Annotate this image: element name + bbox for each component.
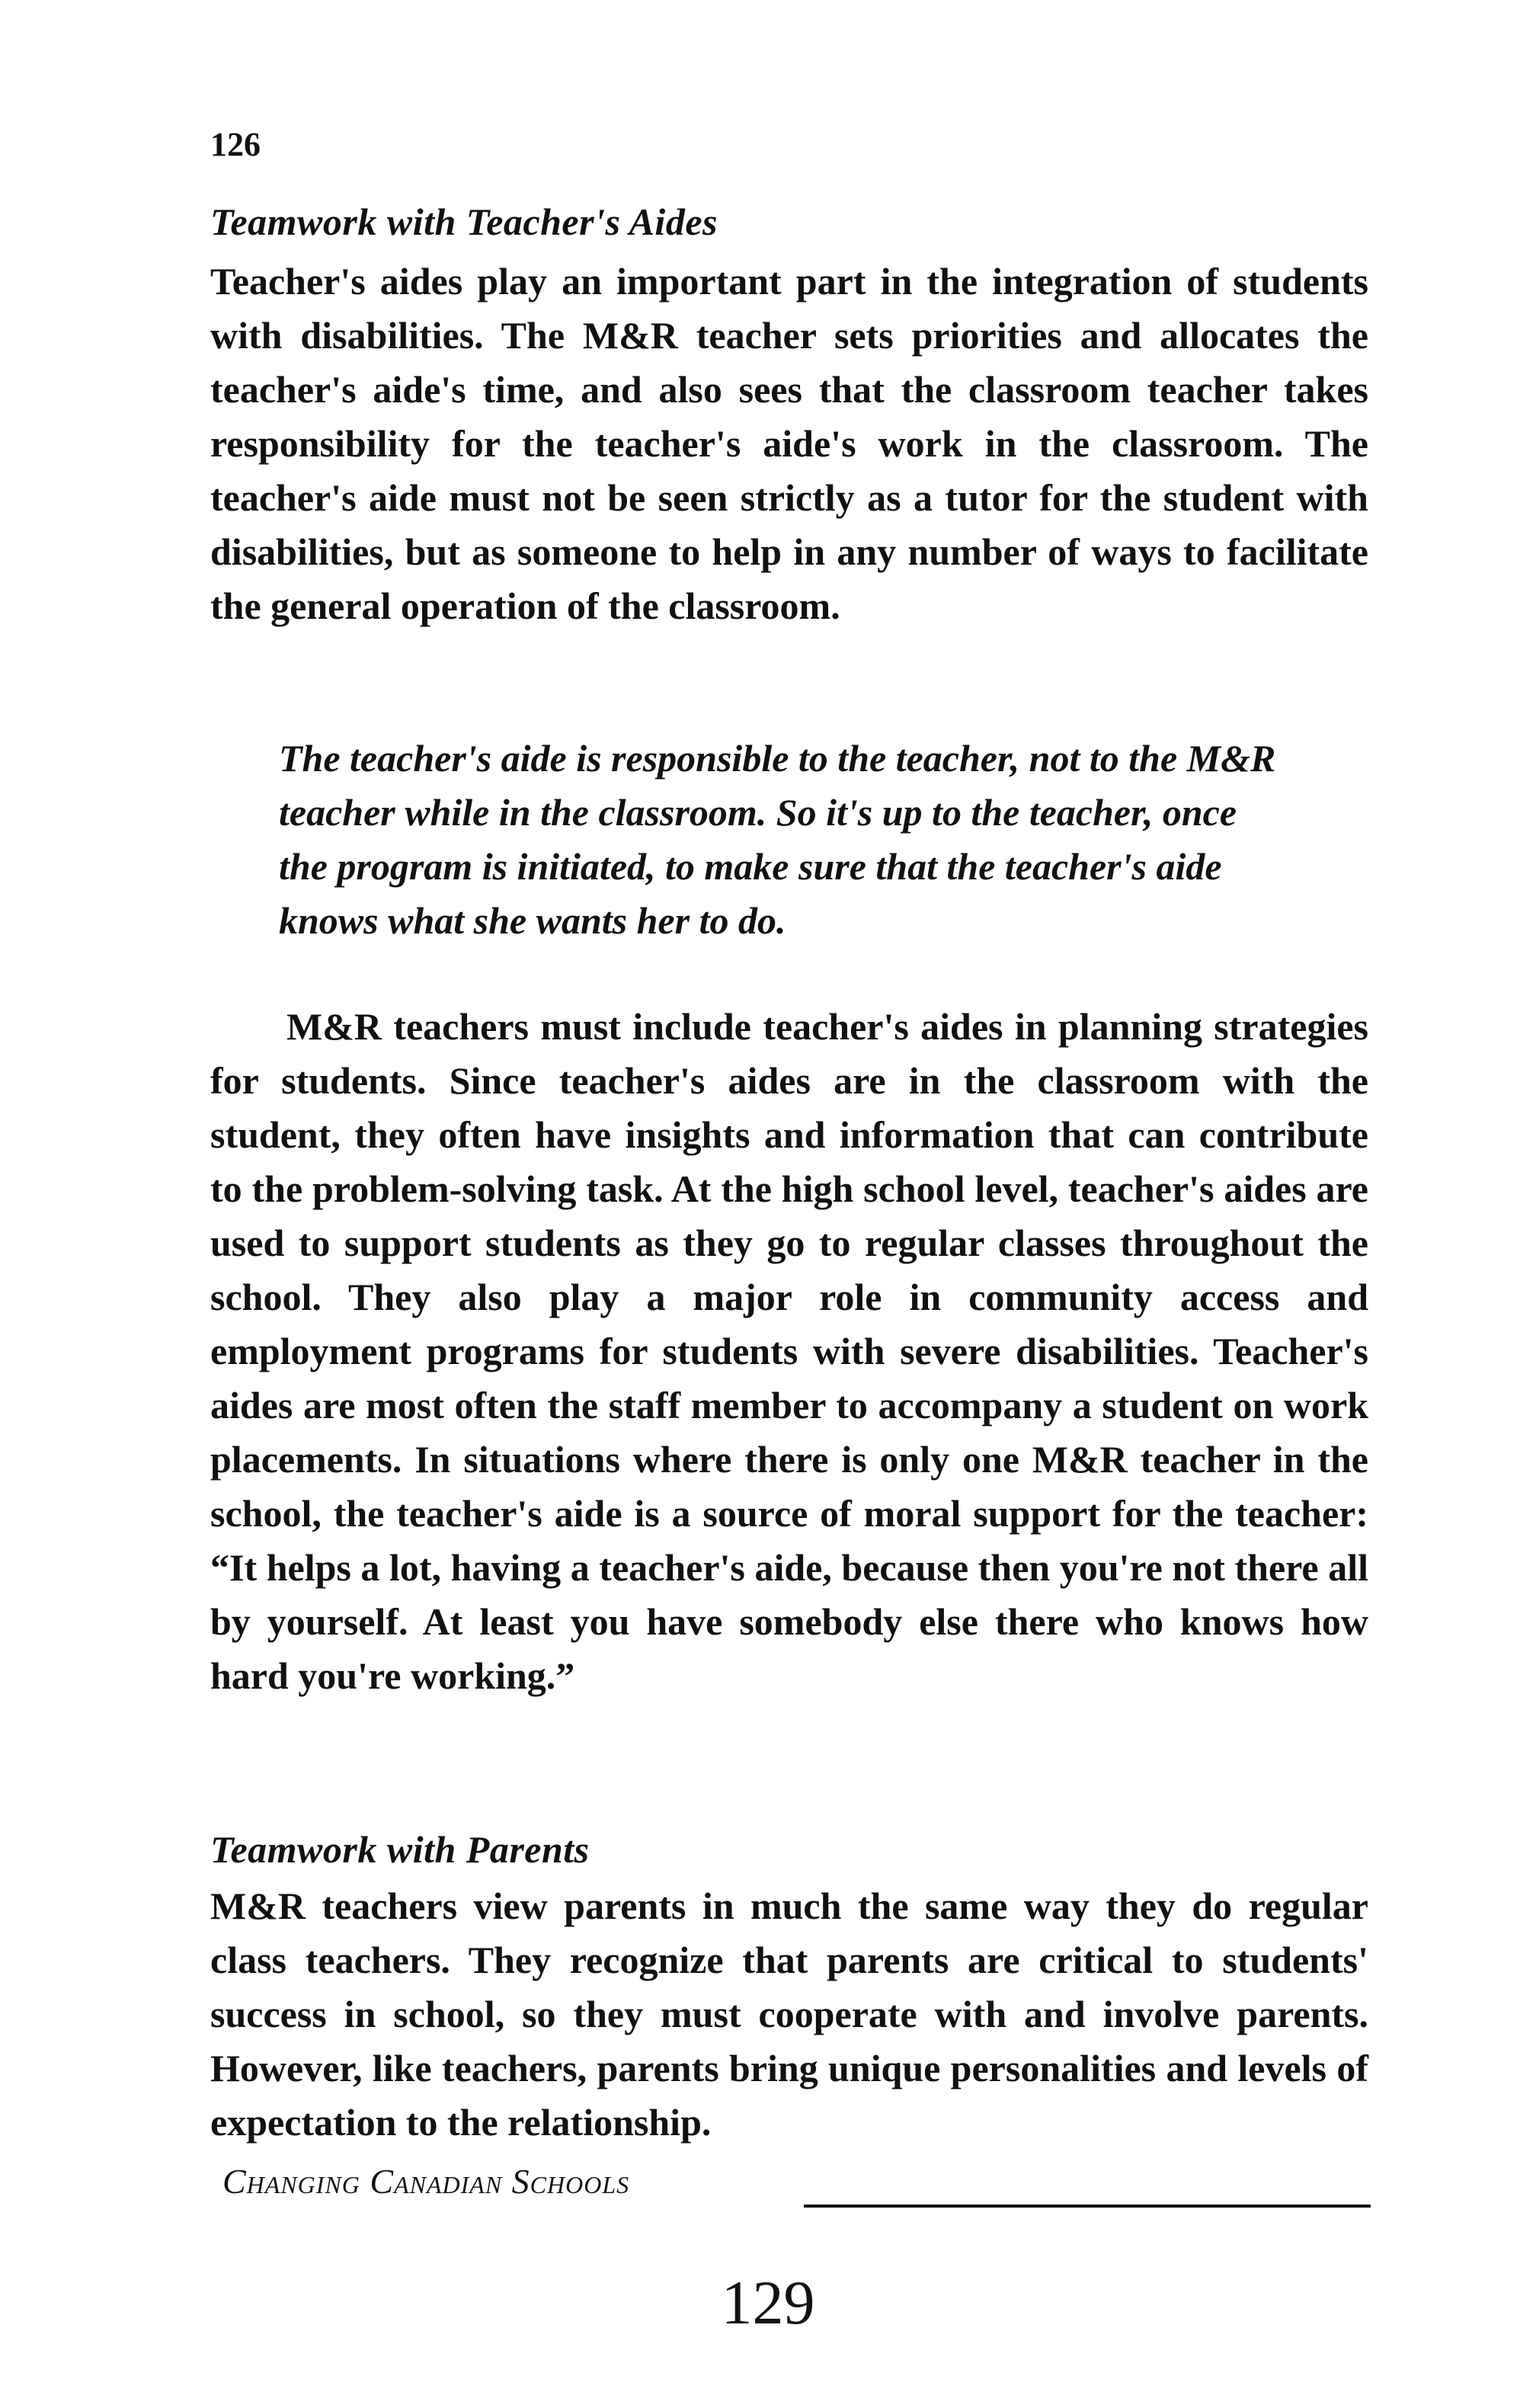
scan-page-number: 129 xyxy=(721,2268,815,2337)
section-heading-aides: Teamwork with Teacher's Aides xyxy=(210,200,718,243)
footer-rule xyxy=(804,2205,1371,2208)
paragraph-aides-planning: M&R teachers must include teacher's aides in planning strategies for students. Since teacher's aides are in the classroom with the student, they often have insights and information that can contribute to the problem-solving task. At the high school level, teacher's aides are used to support students as they go to regular classes throughout the school. They also play a major role in community access and employment programs for students with severe disabilities. Teacher's aides are most often the staff member to accompany a student on work placements. In situations where there is only one M&R teacher in the school, the teacher's aide is a source of moral support for the teacher: “It helps a lot, having a teacher's aide, because then you're not there all by yourself. At least you have somebody else there who knows how hard you're working.” xyxy=(210,1005,1368,1697)
paragraph-parents: M&R teachers view parents in much the same way they do regular class teachers. They recognize that parents are critical to students' success in school, so they must cooperate with and involve parents. However, like teachers, parents bring unique personalities and levels of expectation to the relationship. xyxy=(210,1884,1368,2144)
paragraph-aides-intro: Teacher's aides play an important part in the integration of students with disabilities. The M&R teacher sets priorities and allocates the teacher's aide's time, and also sees that the classroom teacher takes responsibility for the teacher's aide's work in the classroom. The teacher's aide must not be seen strictly as a tutor for the student with disabilities, but as someone to help in any number of ways to facilitate the general operation of the classroom. xyxy=(210,260,1368,627)
page-number: 126 xyxy=(210,126,261,163)
block-quote: The teacher's aide is responsible to the teacher, not to the M&R teacher while in the classroom. So it's up to the teacher, once the program is initiated, to make sure that the teacher's aide knows what she wants her to do. xyxy=(279,737,1276,942)
footer-book-title: Changing Canadian Schools xyxy=(222,2162,630,2201)
section-heading-parents: Teamwork with Parents xyxy=(210,1828,590,1871)
